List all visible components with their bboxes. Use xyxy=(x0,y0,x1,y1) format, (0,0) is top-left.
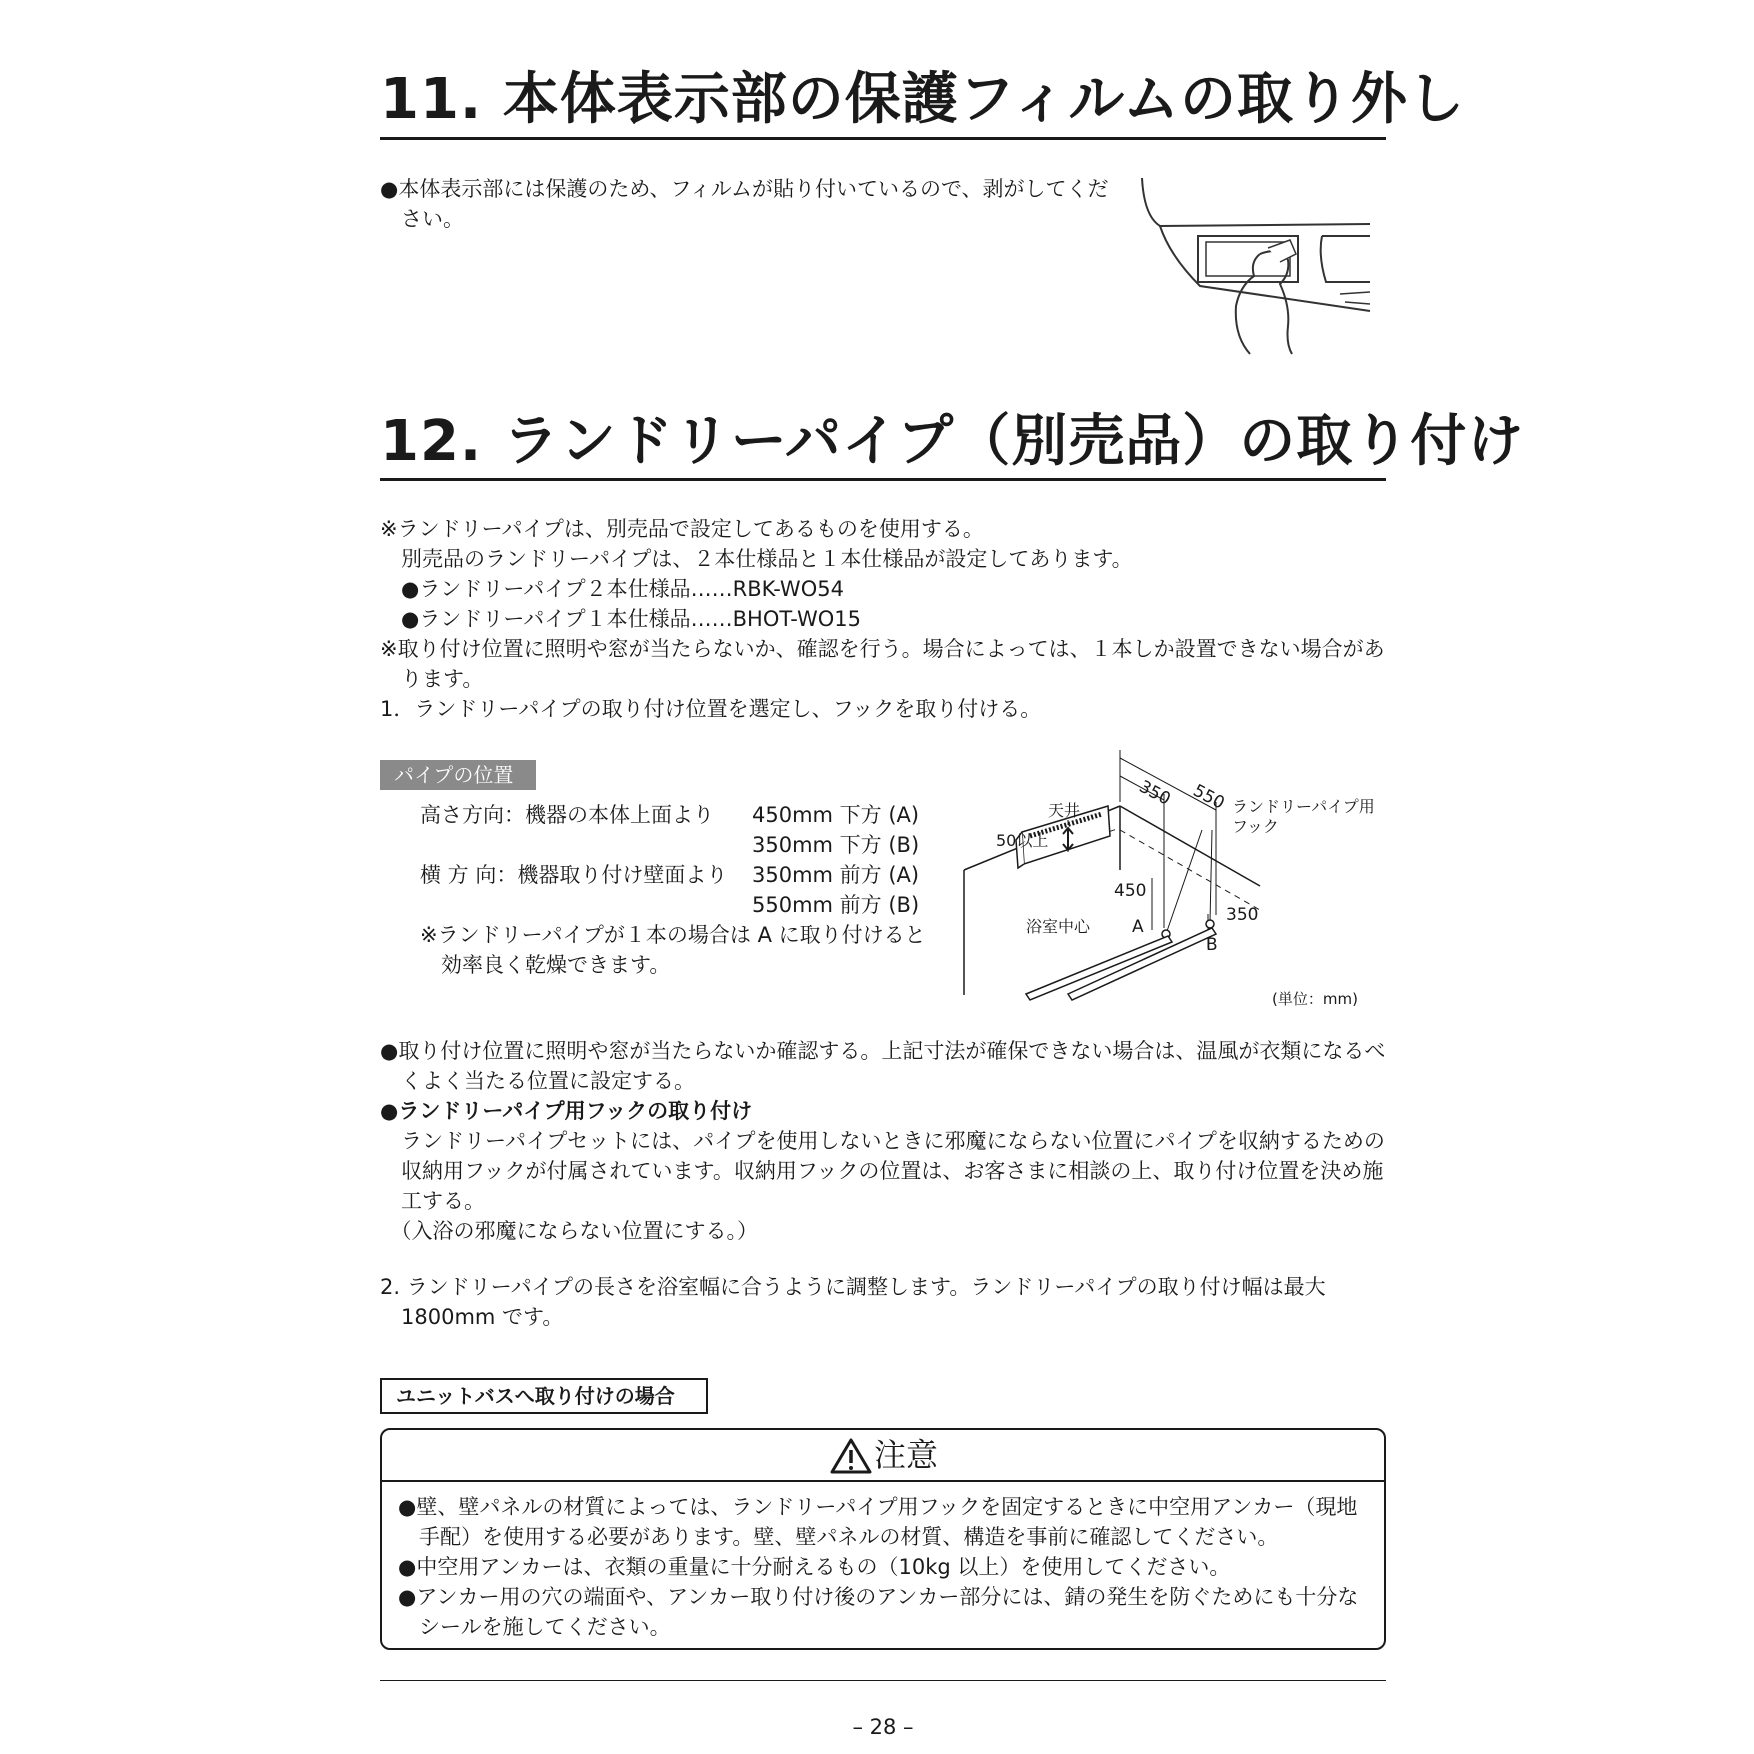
step-2-line: 1800mm です。 xyxy=(380,1305,564,1329)
caution-box xyxy=(380,1428,1386,1650)
intro-line: ※ランドリーパイプは、別売品で設定してあるものを使用する。 xyxy=(380,517,984,541)
pipe-position-value: 350mm 前方 (A) xyxy=(752,863,920,887)
point-a-label: A xyxy=(1132,917,1144,937)
hook-body-line: （入浴の邪魔にならない位置にする。） xyxy=(380,1219,758,1243)
step-2-line: 2. ランドリーパイプの長さを浴室幅に合うように調整します。ランドリーパイプの取り付け幅は最大 xyxy=(380,1275,1326,1299)
pipe-position-lines xyxy=(420,800,727,920)
pipe-position-values xyxy=(752,800,919,920)
pipe-position-line: 高さ方向：機器の本体上面より xyxy=(420,803,714,827)
pipe-position-value: 550mm 前方 (B) xyxy=(752,893,920,917)
check-note xyxy=(380,1036,1385,1246)
intro-line: 1．ランドリーパイプの取り付け位置を選定し、フックを取り付ける。 xyxy=(380,697,1042,721)
intro-line: ※取り付け位置に照明や窓が当たらないか、確認を行う。場合によっては、１本しか設置できない場合があ xyxy=(380,637,1385,661)
intro-line: ●ランドリーパイプ２本仕様品……RBK-WO54 xyxy=(380,577,844,601)
pipe-position-diagram xyxy=(960,750,1390,1015)
intro-line: 別売品のランドリーパイプは、２本仕様品と１本仕様品が設定してあります。 xyxy=(380,547,1133,571)
caution-line: ●アンカー用の穴の端面や、アンカー取り付け後のアンカー部分には、錆の発生を防ぐためにも十分な xyxy=(398,1585,1359,1609)
pipe-position-note-line: ※ランドリーパイプが１本の場合は A に取り付けると xyxy=(420,923,926,947)
dim-350-top-label: 350 xyxy=(1135,776,1174,810)
section-11-rule xyxy=(380,137,1386,140)
intro-line: ●ランドリーパイプ１本仕様品……BHOT-WO15 xyxy=(380,607,862,631)
caution-line: シールを施してください。 xyxy=(398,1615,671,1639)
unit-bath-label: ユニットバスへ取り付けの場合 xyxy=(380,1378,708,1414)
section-11-heading: 11. 本体表示部の保護フィルムの取り外し xyxy=(380,67,1465,132)
dim-350-side-label: 350 xyxy=(1226,905,1259,925)
section-12-intro xyxy=(380,514,1385,724)
caution-line: 手配）を使用する必要があります。壁、壁パネルの材質、構造を事前に確認してください。 xyxy=(398,1525,1279,1549)
point-b-label: B xyxy=(1206,935,1218,955)
pipe-position-label: パイプの位置 xyxy=(380,760,536,790)
pipe-position-line xyxy=(420,890,727,920)
check-line: くよく当たる位置に設定する。 xyxy=(380,1069,695,1093)
pipe-position-line: 横 方 向：機器取り付け壁面より xyxy=(420,863,728,887)
dim-550-label: 550 xyxy=(1189,780,1228,814)
above-50-label: 50以上 xyxy=(996,831,1049,850)
caution-title: 注意 xyxy=(874,1436,939,1474)
pipe-position-line xyxy=(420,830,727,860)
section-12-heading: 12. ランドリーパイプ（別売品）の取り付け xyxy=(380,409,1525,474)
section-11-body-line-2: さい。 xyxy=(380,207,464,231)
caution-line: ●壁、壁パネルの材質によっては、ランドリーパイプ用フックを固定するときに中空用アンカー（現地 xyxy=(398,1495,1358,1519)
unit-label: (単位：mm) xyxy=(1272,990,1358,1008)
hook-label-line-2: フック xyxy=(1232,817,1279,836)
pipe-position-note xyxy=(420,920,926,980)
intro-line: ります。 xyxy=(380,667,484,691)
step-2 xyxy=(380,1272,1326,1332)
film-removal-illustration xyxy=(1140,176,1380,356)
pipe-position-note-line: 効率良く乾燥できます。 xyxy=(420,953,671,977)
caution-line: ●中空用アンカーは、衣類の重量に十分耐えるもの（10kg 以上）を使用してください。 xyxy=(398,1555,1231,1579)
hook-label-line-1: ランドリーパイプ用 xyxy=(1232,797,1375,816)
pipe-position-value: 350mm 下方 (B) xyxy=(752,833,920,857)
section-12-rule xyxy=(380,478,1386,481)
caution-body xyxy=(398,1492,1358,1642)
hook-body-line: 工する。 xyxy=(380,1189,485,1213)
footer-rule xyxy=(380,1680,1386,1681)
bath-center-label: 浴室中心 xyxy=(1026,917,1091,936)
hook-heading: ●ランドリーパイプ用フックの取り付け xyxy=(380,1099,753,1123)
page-number: – 28 – xyxy=(852,1715,914,1739)
warning-icon xyxy=(830,1438,872,1474)
hook-body-line: 収納用フックが付属されています。収納用フックの位置は、お客さまに相談の上、取り付け位置を決め施 xyxy=(380,1159,1384,1183)
ceiling-label: 天井 xyxy=(1048,801,1081,820)
pipe-position-value: 450mm 下方 (A) xyxy=(752,803,920,827)
dim-450-label: 450 xyxy=(1114,881,1147,901)
hook-body-line: ランドリーパイプセットには、パイプを使用しないときに邪魔にならない位置にパイプを収納するための xyxy=(380,1129,1385,1153)
check-line: ●取り付け位置に照明や窓が当たらないか確認する。上記寸法が確保できない場合は、温風が衣類になるべ xyxy=(380,1039,1386,1063)
section-11-body-line-1: ●本体表示部には保護のため、フィルムが貼り付いているので、剥がしてくだ xyxy=(380,177,1109,201)
